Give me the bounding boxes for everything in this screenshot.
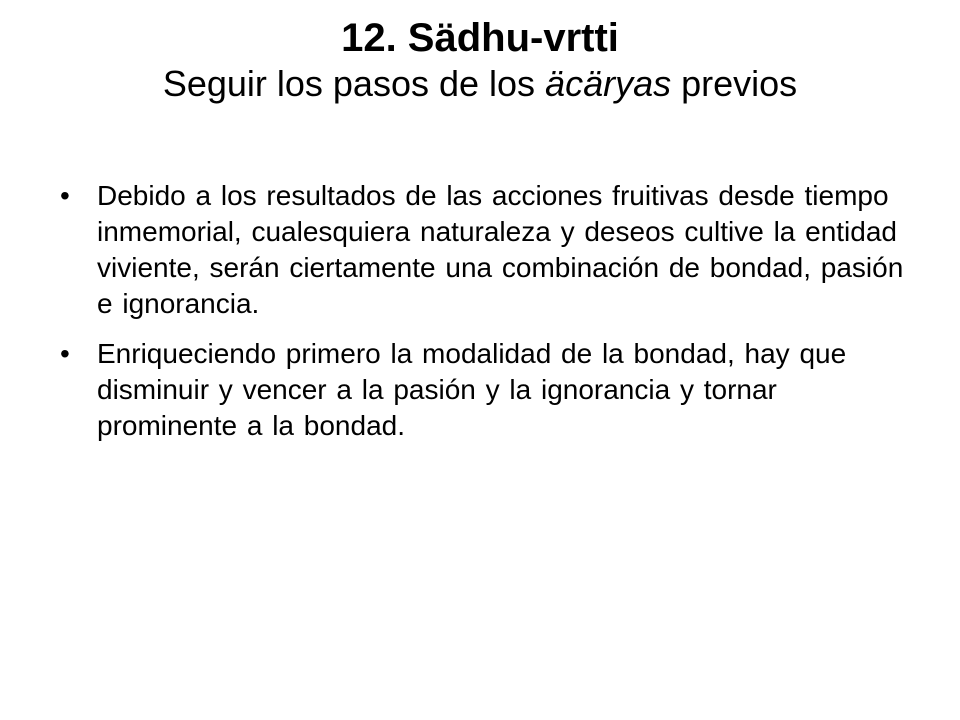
subtitle-text-start: Seguir los pasos de los (162, 63, 546, 104)
bullet-item (60, 178, 910, 322)
bullet-list (60, 178, 910, 458)
bullet-text: Debido a los resultados de las acciones fruitivas desde tiempo inmemorial, cualesquiera naturaleza y deseos cultive la entidad viviente, serán ciertamente una combinación de bondad, pasión e ignorancia. (97, 180, 904, 319)
bullet-item (60, 336, 910, 444)
subtitle-text-end: previos (671, 63, 798, 104)
bullet-dot-icon: • (60, 180, 70, 211)
bullet-dot-icon: • (60, 338, 70, 369)
slide-subtitle (0, 62, 960, 106)
bullet-text: Enriqueciendo primero la modalidad de la bondad, hay que disminuir y vencer a la pasión y la ignorancia y tornar prominente a la bondad. (97, 338, 847, 441)
slide-title: 12. Sädhu-vrtti (341, 16, 619, 60)
title-block (0, 14, 960, 106)
subtitle-italic-term: äcäryas (545, 63, 672, 104)
